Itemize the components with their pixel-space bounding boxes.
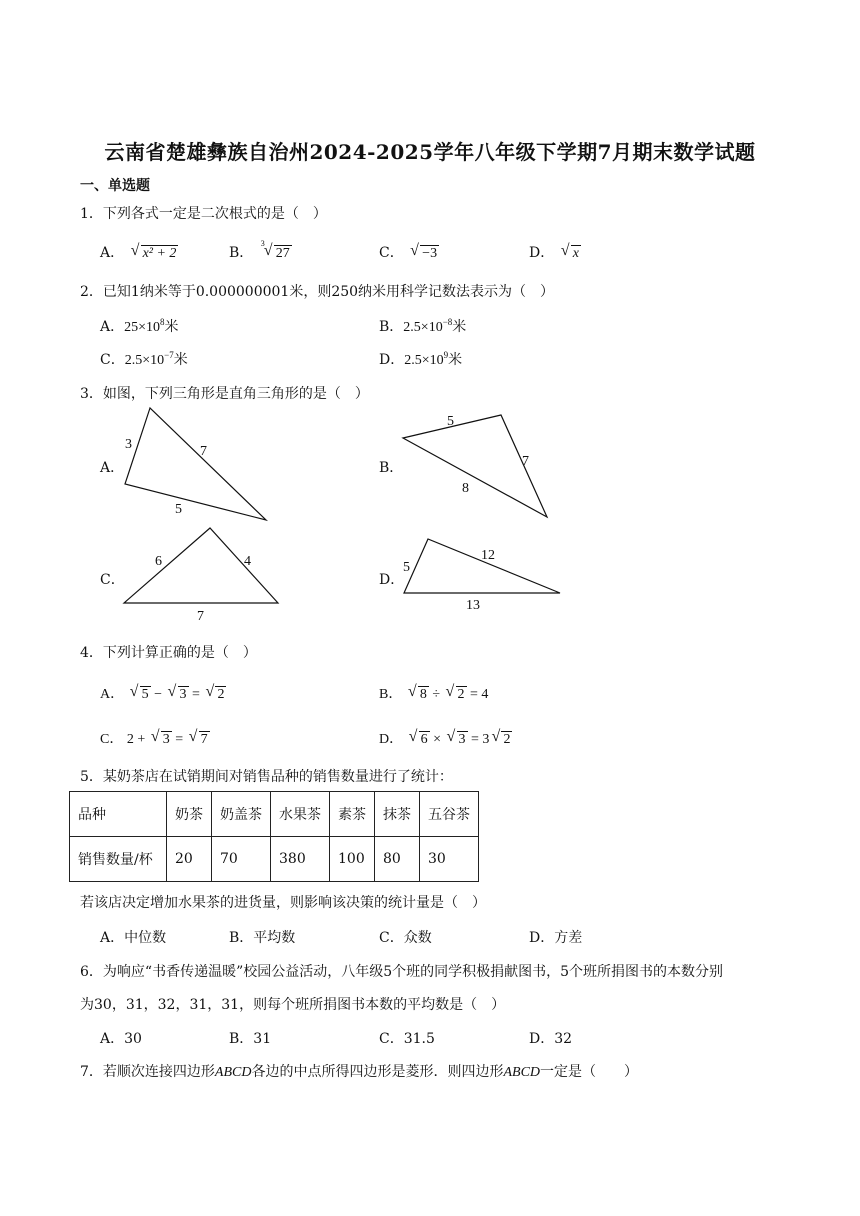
table-cell: 380 <box>271 837 330 882</box>
question-4-stem: 4．下列计算正确的是（ ） <box>80 645 257 661</box>
triangle-d-side-2: 12 <box>481 548 495 563</box>
triangle-d-side-1: 5 <box>403 560 410 575</box>
question-2-stem: 2．已知1纳米等于0.000000001米，则250纳米用科学记数法表示为（ ） <box>80 284 555 300</box>
q5-option-d: D．方差 <box>529 930 583 946</box>
q3-option-c-label: C． <box>100 572 125 588</box>
table-cell: 30 <box>420 837 479 882</box>
page-title: 云南省楚雄彝族自治州2024-2025学年八年级下学期7月期末数学试题 <box>104 140 756 164</box>
question-3-stem: 3．如图，下列三角形是直角三角形的是（ ） <box>80 386 369 402</box>
table-cell: 销售数量/杯 <box>70 837 167 882</box>
q3-option-a-label: A． <box>100 460 125 476</box>
q4-option-c: C． 2 + √ 3 = √ 7 <box>100 728 208 747</box>
table-cell: 70 <box>212 837 271 882</box>
q1-option-b: B． 3 √ 27 <box>229 239 290 261</box>
q1-option-a: A． √ x² + 2 <box>100 242 177 261</box>
table-cell: 抹茶 <box>375 792 420 837</box>
q4-option-b: B． √ 8 ÷ √ 2 = 4 <box>379 683 489 702</box>
triangle-b-figure <box>395 405 565 525</box>
q6-option-c: C．31.5 <box>379 1031 435 1047</box>
q4-option-a: A． √ 5 − √ 3 = √ 2 <box>100 683 225 702</box>
q5-option-b: B．平均数 <box>229 930 296 946</box>
q5-option-c: C．众数 <box>379 930 432 946</box>
triangle-d-figure <box>395 530 570 615</box>
q6-option-a: A．30 <box>100 1031 142 1047</box>
q2-option-b: B．$2.5\times 10^{-8}$米 <box>379 317 467 335</box>
question-5-followup: 若该店决定增加水果茶的进货量，则影响该决策的统计量是（ ） <box>80 895 486 911</box>
table-cell: 奶盖茶 <box>212 792 271 837</box>
triangle-c-side-3: 7 <box>197 609 204 622</box>
q3-option-d-label: D． <box>379 572 405 588</box>
triangle-b-side-1: 5 <box>447 414 454 429</box>
question-5-stem: 5．某奶茶店在试销期间对销售品种的销售数量进行了统计： <box>80 769 453 785</box>
table-row <box>70 792 479 837</box>
question-1-stem: 1．下列各式一定是二次根式的是（ ） <box>80 206 327 222</box>
triangle-c-side-1: 6 <box>155 554 162 569</box>
table-row <box>70 837 479 882</box>
triangle-b-side-2: 7 <box>522 454 529 469</box>
triangle-a-side-1: 3 <box>125 437 132 452</box>
question-6-stem-line-1: 6．为响应“书香传递温暖”校园公益活动，八年级5个班的同学积极捐献图书，5个班所捐图书的本数分别 <box>80 964 724 980</box>
q2-option-d: D．$2.5\times 10^9$米 <box>379 350 463 368</box>
table-cell: 100 <box>330 837 375 882</box>
triangle-a-figure <box>110 405 280 525</box>
q1-option-d: D． √ x <box>529 242 579 261</box>
section-heading: 一、单选题 <box>80 178 150 194</box>
table-cell: 奶茶 <box>167 792 212 837</box>
q6-option-d: D．32 <box>529 1031 573 1047</box>
table-cell: 20 <box>167 837 212 882</box>
q3-option-b-label: B． <box>379 460 404 476</box>
table-cell: 五谷茶 <box>420 792 479 837</box>
table-cell: 品种 <box>70 792 167 837</box>
triangle-c <box>124 528 278 603</box>
q4-option-d: D． √ 6 × √ 3 = 3 √ 2 <box>379 728 511 747</box>
triangle-c-figure <box>115 522 290 622</box>
table-cell: 80 <box>375 837 420 882</box>
triangle-b-side-3: 8 <box>462 481 469 496</box>
table-cell: 素茶 <box>330 792 375 837</box>
triangle-c-side-2: 4 <box>244 554 251 569</box>
triangle-a <box>125 408 266 520</box>
triangle-a-side-3: 5 <box>175 502 182 517</box>
q5-option-a: A．中位数 <box>100 930 167 946</box>
triangle-a-side-2: 7 <box>200 444 207 459</box>
q2-option-c: C．$2.5\times 10^{-7}$米 <box>100 350 188 368</box>
q2-option-a: A．$25\times 10^8$米 <box>100 317 179 335</box>
question-6-stem-line-2: 为30，31，32，31，31，则每个班所捐图书本数的平均数是（ ） <box>80 997 506 1013</box>
sales-table <box>69 791 479 882</box>
table-cell: 水果茶 <box>271 792 330 837</box>
q1-option-c: C． √ −3 <box>379 242 438 261</box>
triangle-d-side-3: 13 <box>466 598 480 613</box>
q6-option-b: B．31 <box>229 1031 272 1047</box>
question-7-stem: 7．若顺次连接四边形ABCD各边的中点所得四边形是菱形．则四边形ABCD一定是（ ） <box>80 1064 639 1080</box>
